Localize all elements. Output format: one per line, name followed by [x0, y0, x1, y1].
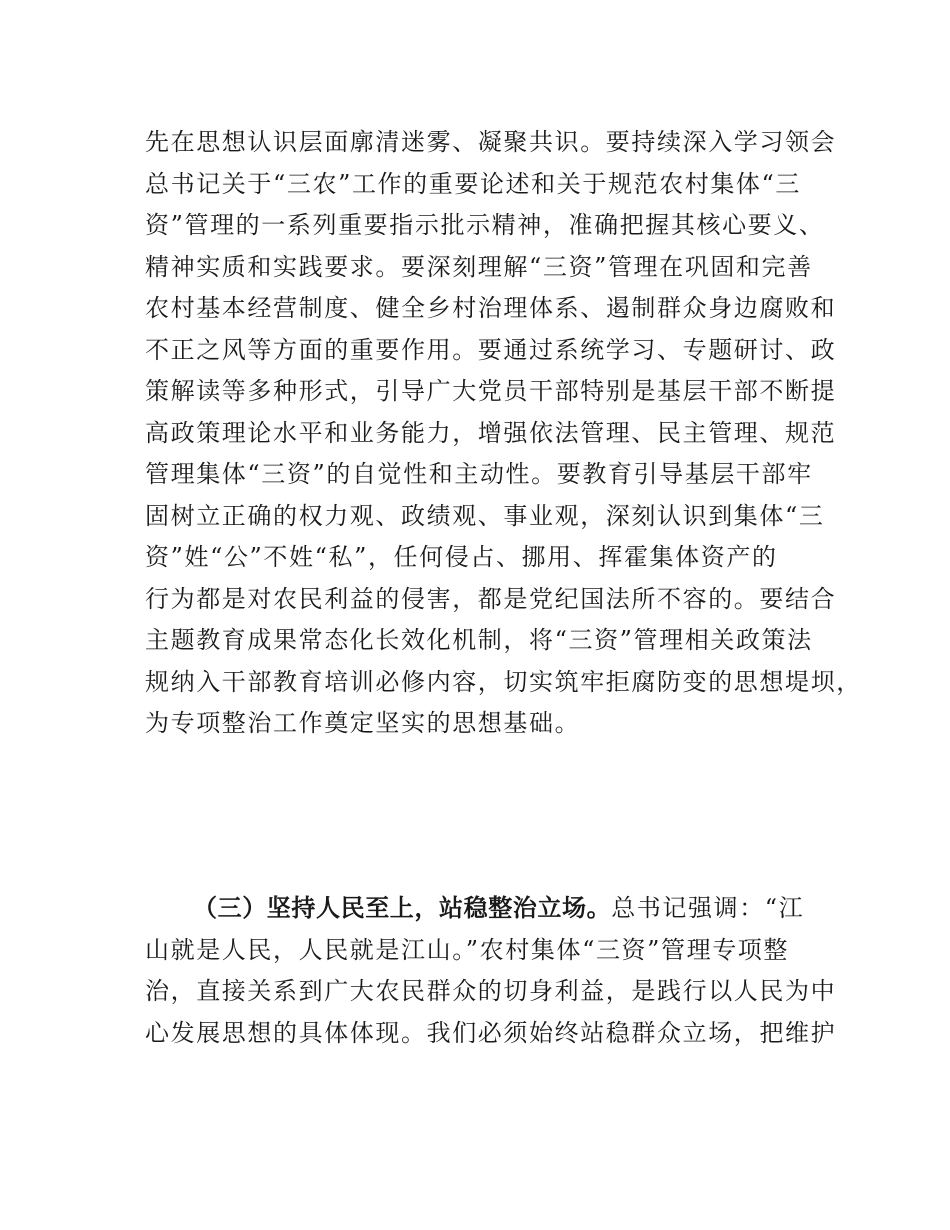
paragraph-line: 总书记关于“三农”工作的重要论述和关于规范农村集体“三 [145, 169, 802, 198]
paragraph-line: 为专项整治工作奠定坚实的思想基础。 [145, 709, 581, 737]
paragraph-line: 山就是人民，人民就是江山。”农村集体“三资”管理专项整 [145, 935, 790, 964]
paragraph-line: 行为都是对农民利益的侵害，都是党纪国法所不容的。要结合 [145, 584, 837, 613]
paragraph-line: 主题教育成果常态化长效化机制，将“三资”管理相关政策法 [145, 626, 813, 654]
paragraph-line: 资”姓“公”不姓“私”，任何侵占、挪用、挥霍集体资产的 [145, 543, 778, 571]
paragraph-line: 农村基本经营制度、健全乡村治理体系、遏制群众身边腐败和 [145, 294, 837, 322]
paragraph-line: 心发展思想的具体体现。我们必须始终站稳群众立场，把维护 [145, 1018, 837, 1047]
paragraph-line: 规纳入干部教育培训必修内容，切实筑牢拒腐防变的思想堤坝， [145, 667, 862, 696]
heading-continuation: 总书记强调：“江 [611, 894, 805, 922]
paragraph-thought-foundation [145, 122, 862, 745]
paragraph-line: 管理集体“三资”的自觉性和主动性。要教育引导基层干部牢 [145, 460, 813, 488]
paragraph-line: 先在思想认识层面廓清迷雾、凝聚共识。要持续深入学习领会 [145, 128, 837, 156]
paragraph-line: 治，直接关系到广大农民群众的切身利益，是践行以人民为中 [145, 977, 837, 1005]
paragraph-line: 策解读等多种形式，引导广大党员干部特别是基层干部不断提 [145, 377, 837, 405]
paragraph-people-first [145, 888, 845, 1054]
paragraph-first-line [145, 888, 845, 928]
paragraph-line: 固树立正确的权力观、政绩观、事业观，深刻认识到集体“三 [145, 501, 825, 530]
section-heading: （三）坚持人民至上，站稳整治立场。 [193, 894, 612, 922]
paragraph-line: 资”管理的一系列重要指示批示精神，准确把握其核心要义、 [145, 211, 825, 239]
paragraph-line: 高政策理论水平和业务能力，增强依法管理、民主管理、规范 [145, 418, 837, 447]
paragraph-line: 精神实质和实践要求。要深刻理解“三资”管理在巩固和完善 [145, 252, 813, 281]
paragraph-line: 不正之风等方面的重要作用。要通过系统学习、专题研讨、政 [145, 335, 837, 364]
